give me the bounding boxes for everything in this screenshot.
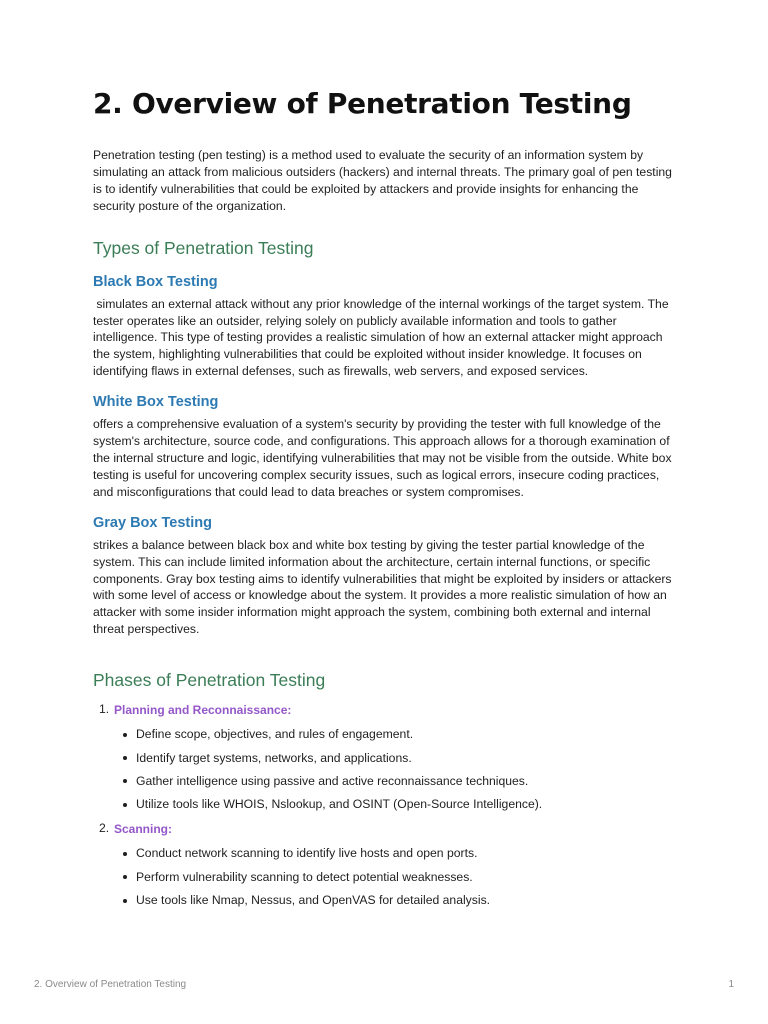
phase-item <box>93 701 677 812</box>
page-title: 2. Overview of Penetration Testing <box>93 87 632 120</box>
phase-number: 1. <box>99 702 110 717</box>
phase-number: 2. <box>99 821 110 836</box>
phase-steps <box>114 726 677 812</box>
phase-item <box>93 820 677 908</box>
phase-title: Scanning: <box>114 822 173 837</box>
black-box-section <box>93 273 677 381</box>
black-box-text <box>93 296 677 381</box>
types-heading: Types of Penetration Testing <box>93 237 314 258</box>
black-box-title: Black Box Testing <box>93 273 218 290</box>
list-item: Conduct network scanning to identify live hosts and open ports. <box>114 845 677 861</box>
phase-steps <box>114 845 677 908</box>
intro-paragraph: Penetration testing (pen testing) is a method used to evaluate the security of an information system by simulating an attack from malicious outsiders (hackers) and internal threats. The primary goal of pen testing is to identify vulnerabilities that could be exploited by attackers and provide insights for enhancing the security posture of the organization. <box>93 148 672 213</box>
page-number: 1 <box>728 979 734 990</box>
list-item: Define scope, objectives, and rules of engagement. <box>114 726 677 742</box>
gray-box-section <box>93 514 677 638</box>
list-item: Utilize tools like WHOIS, Nslookup, and OSINT (Open-Source Intelligence). <box>114 796 677 812</box>
list-item: Perform vulnerability scanning to detect potential weaknesses. <box>114 869 677 885</box>
list-item: Use tools like Nmap, Nessus, and OpenVAS for detailed analysis. <box>114 892 677 908</box>
footer-title: 2. Overview of Penetration Testing <box>34 979 187 990</box>
black-box-text-content: simulates an external attack without any prior knowledge of the internal workings of the target system. The tester operates like an outsider, relying solely on publicly available information and tools to gather intelligence. This type of testing provides a realistic simulation of how an external attacker might approach the system, highlighting vulnerabilities that could be exploited without insider knowledge. It focuses on identifying flaws in external defenses, such as firewalls, web servers, and exposed services. <box>93 296 669 379</box>
white-box-text: offers a comprehensive evaluation of a system's security by providing the tester with full knowledge of the system's architecture, source code, and configurations. This approach allows for a thorough examination of the internal structure and logic, identifying vulnerabilities that may not be visible from the outside. White box testing is useful for uncovering complex security issues, such as logical errors, insecure coding practices, and misconfigurations that could lead to data breaches or system compromises. <box>93 417 672 499</box>
gray-box-text: strikes a balance between black box and white box testing by giving the tester partial knowledge of the system. This can include limited information about the architecture, certain internal functions, or specific components. Gray box testing aims to identify vulnerabilities that might be exploited by insiders or attackers with some level of access or knowledge about the system. It provides a more realistic simulation of how an attacker with some insider information might approach the system, combining both external and internal threat perspectives. <box>93 537 672 637</box>
document-body <box>93 86 677 916</box>
phases-list <box>93 701 677 908</box>
gray-box-title: Gray Box Testing <box>93 514 212 531</box>
list-item: Identify target systems, networks, and applications. <box>114 750 677 766</box>
white-box-section <box>93 393 677 501</box>
phases-heading: Phases of Penetration Testing <box>93 670 326 691</box>
white-box-title: White Box Testing <box>93 394 219 411</box>
list-item: Gather intelligence using passive and active reconnaissance techniques. <box>114 773 677 789</box>
phase-title: Planning and Reconnaissance: <box>114 703 292 718</box>
